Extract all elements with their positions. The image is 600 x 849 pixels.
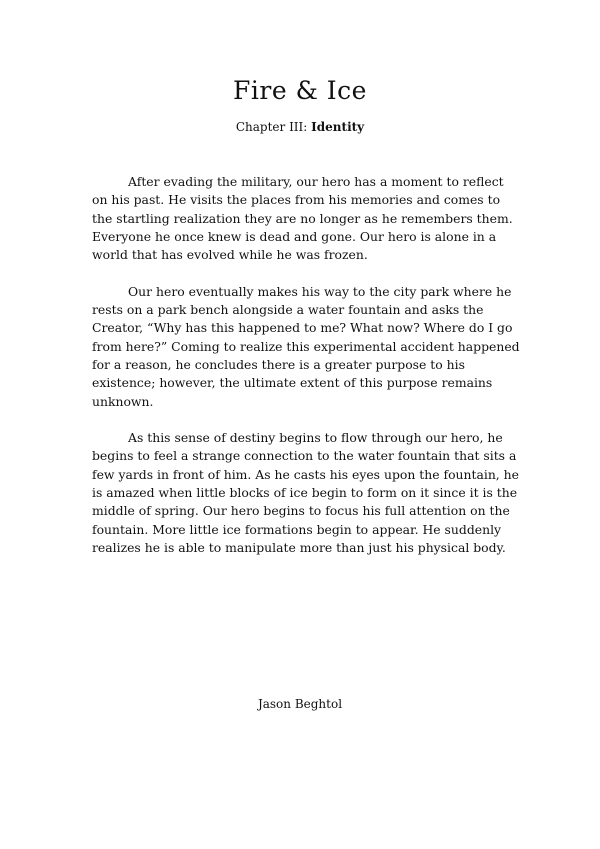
chapter-heading xyxy=(0,120,600,134)
document-title: Fire & Ice xyxy=(233,76,367,105)
chapter-name: Identity xyxy=(311,120,365,134)
author-name: Jason Beghtol xyxy=(257,697,343,711)
paragraph-2: Our hero eventually makes his way to the city park where he rests on a park bench alongside a water fountain and asks the Creator, “Why has this happened to me? What now? Where do I go from here?” Coming to realize this experimental accident happened for a reason, he concludes there is a greater purpose to his existence; however, the ultimate extent of this purpose remains unknown. xyxy=(92,283,520,409)
chapter-body xyxy=(92,173,522,576)
paragraph-3: As this sense of destiny begins to flow through our hero, he begins to feel a strange connection to the water fountain that sits a few yards in front of him. As he casts his eyes upon the fountain, he is amazed when little blocks of ice begin to form on it since it is the middle of spring. Our hero begins to focus his full attention on the fountain. More little ice formations begin to appear. He suddenly realizes he is able to manipulate more than just his physical body. xyxy=(92,430,519,555)
paragraph-1: After evading the military, our hero has a moment to reflect on his past. He visits the places from his memories and comes to the startling realization they are no longer as he remembers them. Everyone he once knew is dead and gone. Our hero is alone in a world that has evolved while he was frozen. xyxy=(92,174,513,263)
chapter-prefix: Chapter III: xyxy=(235,120,308,134)
